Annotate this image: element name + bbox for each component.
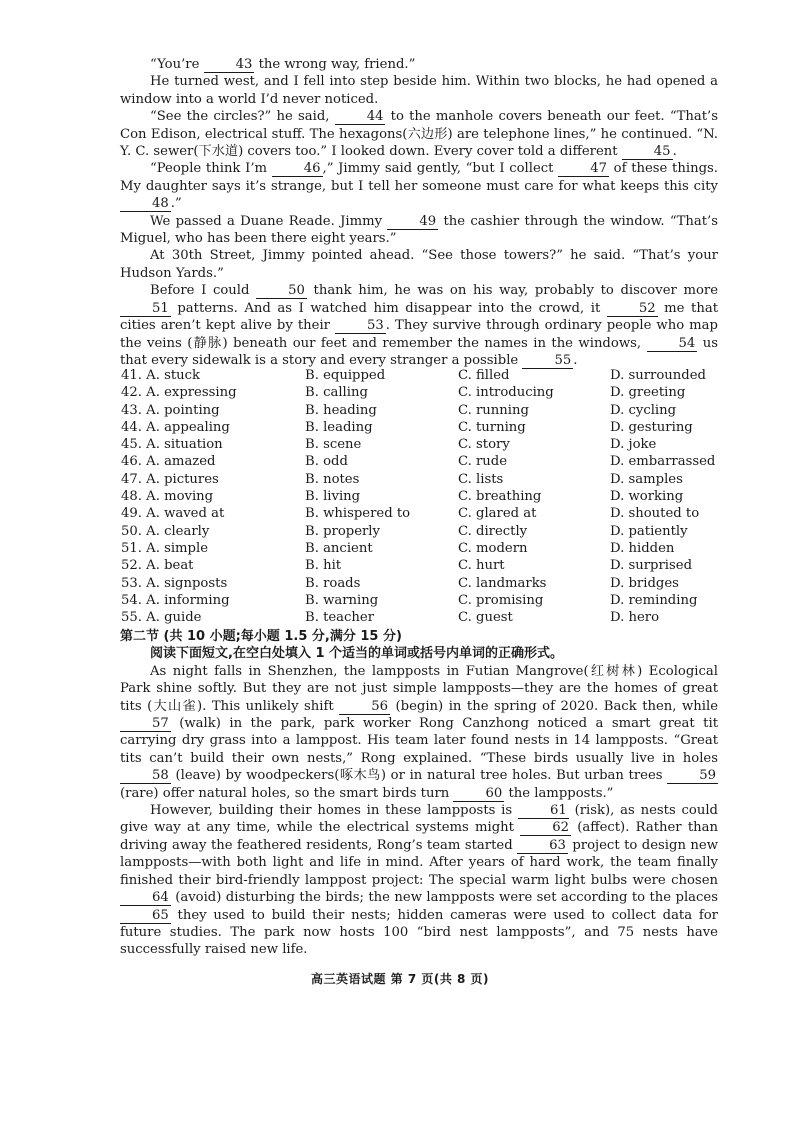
blank-57: 57 <box>120 717 171 732</box>
option-row <box>121 523 721 540</box>
blank-64: 64 <box>120 891 171 906</box>
option-choice: B. whispered to <box>305 506 411 522</box>
option-choice: B. calling <box>305 385 368 401</box>
option-choice: 50. A. clearly <box>121 523 210 539</box>
option-choice: C. guest <box>458 610 513 626</box>
option-choice: 43. A. pointing <box>121 402 220 418</box>
blank-62: 62 <box>520 821 571 836</box>
section-heading: 第二节 (共 10 小题;每小题 1.5 分,满分 15 分) <box>120 629 402 644</box>
option-row <box>121 592 721 609</box>
option-row <box>121 402 721 419</box>
option-choice: B. properly <box>305 523 380 539</box>
blank-50: 50 <box>256 284 307 299</box>
option-choice: C. directly <box>458 523 528 539</box>
option-choice: D. gesturing <box>610 419 693 435</box>
blank-47: 47 <box>558 162 609 177</box>
blank-45: 45 <box>622 145 673 160</box>
option-choice: D. cycling <box>610 402 677 418</box>
option-choice: C. lists <box>458 471 504 487</box>
option-choice: 48. A. moving <box>121 489 214 505</box>
option-choice: D. embarrassed <box>610 454 716 470</box>
option-choice: 45. A. situation <box>121 437 223 453</box>
option-choice: B. equipped <box>305 368 386 383</box>
option-row <box>121 419 721 436</box>
option-choice: D. greeting <box>610 385 686 401</box>
option-choice: B. teacher <box>305 610 375 626</box>
option-choice: B. scene <box>305 437 362 453</box>
blank-56: 56 <box>339 700 390 715</box>
option-choice: D. hidden <box>610 540 675 556</box>
blank-46: 46 <box>272 162 323 177</box>
option-choice: C. promising <box>458 592 544 608</box>
option-choice: C. glared at <box>458 506 537 522</box>
option-choice: C. landmarks <box>458 575 547 591</box>
blank-58: 58 <box>120 769 171 784</box>
passage-paragraph: We passed a Duane Reade. Jimmy 49 the cashier through the window. “That’s Miguel, who has been there eight years.” <box>120 213 719 247</box>
blank-51: 51 <box>120 302 171 317</box>
blank-60: 60 <box>453 787 504 802</box>
option-choice: 44. A. appealing <box>121 419 230 435</box>
option-choice: 54. A. informing <box>121 592 230 608</box>
passage-paragraph: “See the circles?” he said, 44 to the manhole covers beneath our feet. “That’s Con Edison, electrical stuff. The hexagons(六边形) are telephone lines,” he continued. “N. Y. C. sewer(下水道) covers too.” I looked down. Every cover told a different 45 . <box>120 109 718 160</box>
page-footer: 高三英语试题 第 7 页(共 8 页) <box>310 972 490 986</box>
option-row <box>121 505 721 522</box>
option-choice: D. shouted to <box>610 506 700 522</box>
blank-53: 53 <box>335 319 386 334</box>
option-choice: C. story <box>458 437 510 453</box>
option-row <box>121 436 721 453</box>
blank-52: 52 <box>607 302 658 317</box>
option-choice: D. surrounded <box>610 368 706 383</box>
option-choice: B. warning <box>305 592 379 608</box>
option-choice: 53. A. signposts <box>121 575 228 591</box>
blank-44: 44 <box>335 110 386 125</box>
option-choice: D. reminding <box>610 592 698 608</box>
option-choice: D. patiently <box>610 523 688 539</box>
option-choice: D. surprised <box>610 558 693 574</box>
option-choice: 52. A. beat <box>121 558 194 574</box>
blank-59: 59 <box>667 769 718 784</box>
section-two <box>120 628 718 959</box>
option-choice: B. odd <box>305 454 348 470</box>
option-choice: C. filled <box>458 368 510 383</box>
option-choice: C. running <box>458 402 529 418</box>
option-choice: B. living <box>305 489 361 505</box>
option-choice: D. bridges <box>610 575 679 591</box>
blank-49: 49 <box>387 215 438 230</box>
blank-48: 48 <box>120 197 171 212</box>
passage-paragraph: At 30th Street, Jimmy pointed ahead. “See those towers?” he said. “That’s your Hudson Yards.” <box>120 248 718 281</box>
passage-paragraph: As night falls in Shenzhen, the lampposts in Futian Mangrove(红树林) Ecological Park shine softly. But they are not just simple lampposts—they are the homes of great tits (大山雀). This unlikely shift 56 (begin) in the spring of 2020. Back then, while 57 (walk) in the park, park worker Rong Canzhong noticed a smart great tit carrying dry grass into a lamppost. His team later found nests in 14 lampposts. “Great tits can’t build their own nests,” Rong explained. “These birds usually live in holes 58 (leave) by woodpeckers(啄木鸟) or in natural tree holes. But urban trees 59 (rare) offer natural holes, so the smart birds turn 60 the lampposts.” <box>120 663 718 801</box>
passage-paragraph: Before I could 50 thank him, he was on his way, probably to discover more 51 patterns. And as I watched him disappear into the crowd, it 52 me that cities aren’t kept alive by their 53 . They survive through ordinary people who map the veins (静脉) beneath our feet and remember the names in the windows, 54 us that every sidewalk is a story and every stranger a possible 55 . <box>120 283 719 368</box>
option-row <box>121 453 721 470</box>
option-row <box>121 367 721 384</box>
option-row <box>121 575 721 592</box>
option-row <box>121 557 721 574</box>
option-choice: D. working <box>610 489 684 505</box>
option-choice: 55. A. guide <box>121 610 202 626</box>
blank-43: 43 <box>204 58 255 73</box>
cloze-passage <box>120 56 718 369</box>
passage-paragraph: He turned west, and I fell into step beside him. Within two blocks, he had opened a window into a world I’d never noticed. <box>120 74 718 107</box>
option-choice: C. hurt <box>458 558 505 574</box>
blank-65: 65 <box>120 909 171 924</box>
option-choice: C. turning <box>458 419 526 435</box>
blank-61: 61 <box>518 804 569 819</box>
passage-paragraph: However, building their homes in these lampposts is 61 (risk), as nests could give way at any time, while the electrical systems might 62 (affect). Rather than driving away the feathered residents, Rong’s team started 63 project to design new lampposts—with both light and life in mind. After years of hard work, the team finally finished their bird-friendly lamppost project: The special warm light bulbs were chosen 64 (avoid) disturbing the birds; the new lampposts were set according to the places 65 they used to build their nests; hidden cameras were used to collect data for future studies. The park now hosts 100 “bird nest lampposts”, and 75 nests have successfully raised new life. <box>120 803 718 958</box>
blank-54: 54 <box>647 337 698 352</box>
option-choice: C. modern <box>458 540 528 556</box>
option-choice: 42. A. expressing <box>121 385 237 401</box>
answer-options <box>121 367 721 626</box>
option-choice: C. breathing <box>458 489 542 505</box>
option-choice: B. leading <box>305 419 373 435</box>
option-choice: C. rude <box>458 454 508 470</box>
passage-paragraph: “People think I’m 46 ,” Jimmy said gently, “but I collect 47 of these things. My daughter says it’s strange, but I tell her someone must care for what keeps this city 48 .” <box>120 161 718 212</box>
option-choice: 41. A. stuck <box>121 368 201 383</box>
option-choice: B. heading <box>305 402 377 418</box>
passage-paragraph: “You’re 43 the wrong way, friend.” <box>150 57 416 72</box>
option-row <box>121 471 721 488</box>
option-choice: D. hero <box>610 610 660 626</box>
blank-55: 55 <box>522 354 573 369</box>
blank-63: 63 <box>517 839 568 854</box>
option-choice: 51. A. simple <box>121 540 209 556</box>
option-choice: 46. A. amazed <box>121 454 216 470</box>
option-choice: C. introducing <box>458 385 554 401</box>
option-choice: B. hit <box>305 558 342 574</box>
option-choice: B. ancient <box>305 540 373 556</box>
option-choice: 49. A. waved at <box>121 506 225 522</box>
option-choice: D. joke <box>610 437 657 453</box>
option-choice: D. samples <box>610 471 683 487</box>
option-choice: 47. A. pictures <box>121 471 219 487</box>
option-choice: B. notes <box>305 471 360 487</box>
option-row <box>121 609 721 626</box>
option-choice: B. roads <box>305 575 361 591</box>
option-row <box>121 384 721 401</box>
option-row <box>121 488 721 505</box>
option-row <box>121 540 721 557</box>
section-instruction: 阅读下面短文,在空白处填入 1 个适当的单词或括号内单词的正确形式。 <box>150 646 564 662</box>
